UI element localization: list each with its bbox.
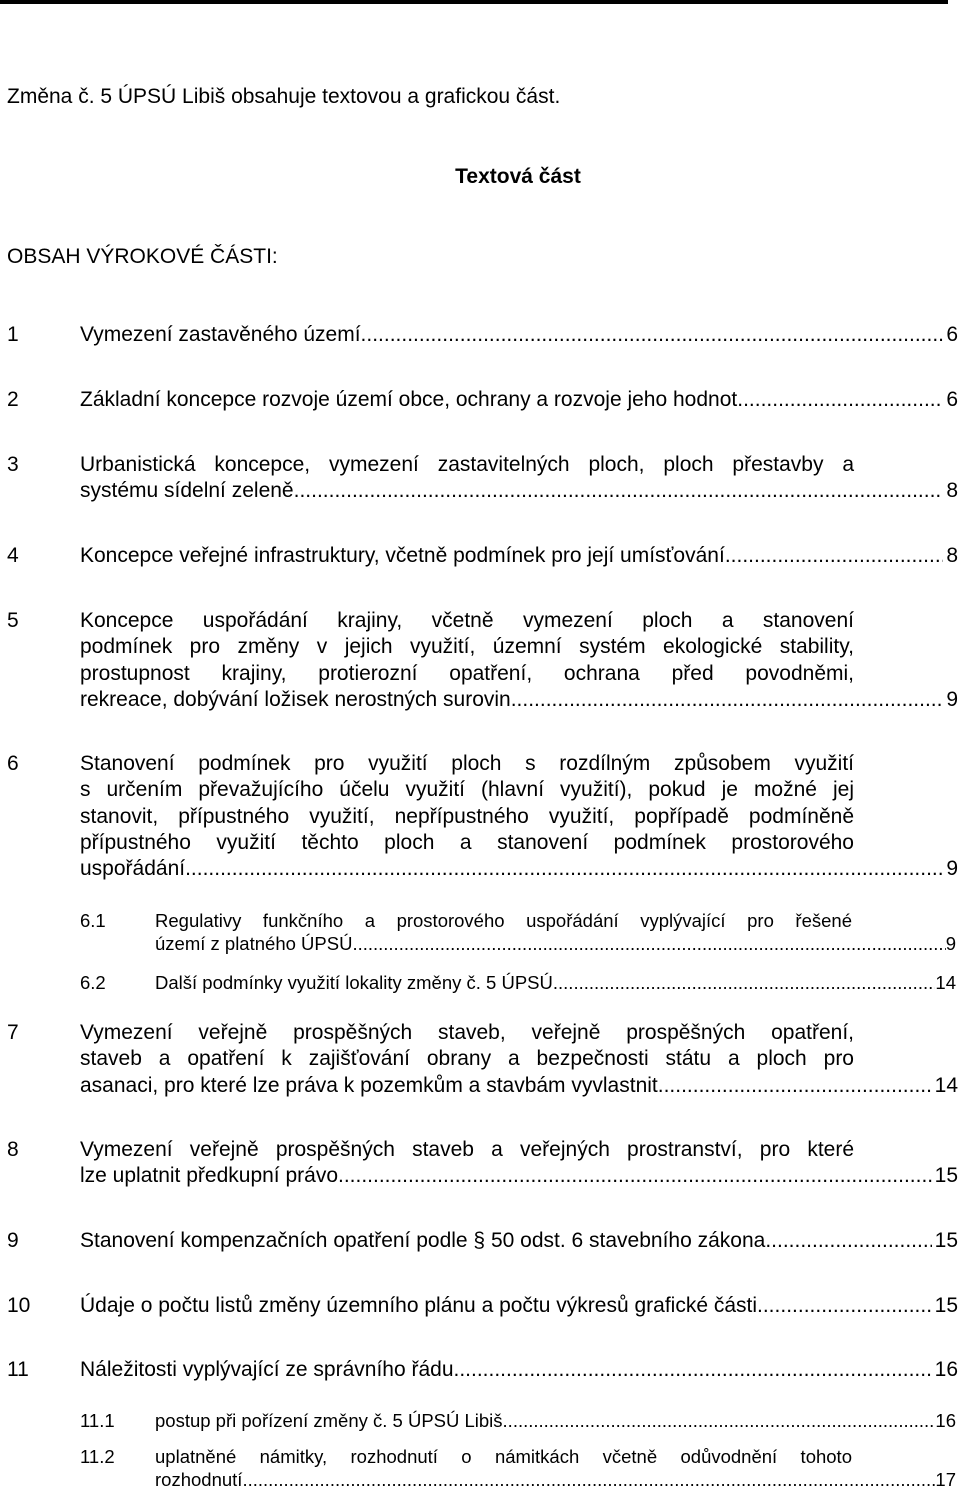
toc-heading: OBSAH VÝROKOVÉ ČÁSTI: [7, 245, 278, 268]
toc-subentry-title: rozhodnutí [155, 1469, 243, 1490]
toc-entry-title-line: s určením převažujícího účelu využití (hlavní využití), pokud je možné jej [80, 778, 854, 802]
toc-entry-3[interactable] [7, 452, 958, 505]
toc-subentry-title-line: Regulativy funkčního a prostorového uspořádání vyplývající pro řešené [155, 910, 852, 931]
toc-entry-4[interactable] [7, 543, 958, 569]
dot-leader [658, 1073, 932, 1099]
toc-entry-title: Stanovení kompenzačních opatření podle § 50 odst. 6 stavebního zákona [80, 1229, 766, 1252]
dot-leader [553, 971, 936, 994]
toc-subentry-6-2[interactable] [80, 971, 956, 994]
dot-leader [361, 322, 944, 348]
toc-entry-title-line: Vymezení veřejně prospěšných staveb a veřejných prostranství, pro které [80, 1138, 854, 1161]
dot-leader [294, 478, 944, 504]
toc-entry-number: 8 [7, 1138, 19, 1161]
toc-entry-title-line: Vymezení veřejně prospěšných staveb, veřejně prospěšných opatření, [80, 1021, 854, 1044]
toc-entry-title-line: prostupnost krajiny, protierozní opatření, ochrana před povodněmi, [80, 661, 854, 685]
toc-page-number: 15 [934, 1294, 958, 1317]
dot-leader [757, 1293, 932, 1319]
toc-entry-title: Vymezení zastavěného území [80, 323, 361, 346]
toc-entry-5[interactable] [7, 608, 958, 713]
toc-entry-title: asanaci, pro které lze práva k pozemkům a stavbám vyvlastnit [80, 1073, 658, 1097]
toc-subentry-number: 6.1 [80, 910, 106, 931]
toc-subentry-6-1[interactable] [80, 909, 956, 955]
toc-entry-title: systému sídelní zeleně [80, 479, 294, 503]
toc-entry-number: 5 [7, 609, 19, 632]
dot-leader [511, 687, 944, 713]
top-rule [0, 0, 948, 4]
toc-page-number: 6 [946, 323, 958, 346]
toc-subentry-11-1[interactable] [80, 1409, 956, 1432]
toc-entry-title: Údaje o počtu listů změny územního plánu a počtu výkresů grafické části [80, 1294, 758, 1317]
toc-entry-11[interactable] [7, 1357, 958, 1383]
toc-page-number: 8 [946, 479, 958, 503]
toc-entry-title-line: přípustného využití těchto ploch a stanovení podmínek prostorového [80, 830, 854, 854]
toc-entry-title-line: podmínek pro změny v jejich využití, územní systém ekologické stability, [80, 635, 854, 659]
toc-entry-title-line: Stanovení podmínek pro využití ploch s rozdílným způsobem využití [80, 752, 854, 775]
toc-page-number: 17 [935, 1469, 956, 1490]
toc-entry-8[interactable] [7, 1137, 958, 1190]
toc-subentry-title-line: uplatněné námitky, rozhodnutí o námitkách včetně odůvodnění tohoto [155, 1446, 852, 1467]
dot-leader [352, 932, 945, 955]
toc-subentry-number: 11.1 [80, 1410, 115, 1431]
toc-page-number: 6 [946, 388, 958, 411]
toc-subentry-title: postup při pořízení změny č. 5 ÚPSÚ Libiš [155, 1410, 503, 1431]
toc-entry-9[interactable] [7, 1228, 958, 1254]
toc-entry-6[interactable] [7, 751, 958, 882]
toc-page-number: 9 [945, 933, 956, 954]
dot-leader [737, 387, 943, 413]
toc-entry-title: Základní koncepce rozvoje území obce, ochrany a rozvoje jeho hodnot [80, 388, 738, 411]
dot-leader [185, 856, 943, 882]
toc-page-number: 8 [946, 544, 958, 567]
toc-entry-number: 6 [7, 752, 19, 775]
toc-entry-number: 1 [7, 323, 19, 346]
toc-entry-7[interactable] [7, 1020, 958, 1099]
toc-page-number: 9 [946, 687, 958, 711]
toc-entry-number: 7 [7, 1021, 19, 1044]
toc-page-number: 14 [935, 972, 956, 993]
toc-entry-title-line: Urbanistická koncepce, vymezení zastavitelných ploch, ploch přestavby a [80, 453, 854, 476]
toc-entry-2[interactable] [7, 387, 958, 413]
toc-entry-number: 11 [7, 1358, 29, 1381]
toc-page-number: 16 [935, 1410, 956, 1431]
toc-entry-number: 2 [7, 388, 19, 411]
toc-entry-title-line: staveb a opatření k zajišťování obrany a bezpečnosti státu a ploch pro [80, 1047, 854, 1071]
toc-entry-number: 4 [7, 544, 19, 567]
toc-subentry-title: Další podmínky využití lokality změny č. 5 ÚPSÚ [155, 972, 553, 993]
dot-leader [454, 1357, 932, 1383]
toc-subentry-number: 11.2 [80, 1446, 115, 1467]
toc-subentry-number: 6.2 [80, 972, 106, 993]
toc-entry-10[interactable] [7, 1293, 958, 1319]
intro-text: Změna č. 5 ÚPSÚ Libiš obsahuje textovou a grafickou část. [7, 85, 561, 108]
toc-subentry-11-2[interactable] [80, 1445, 956, 1491]
toc-entry-title-line: stanovit, přípustného využití, nepřípustného využití, popřípadě podmíněně [80, 804, 854, 828]
toc-entry-title-line: Koncepce uspořádání krajiny, včetně vymezení ploch a stanovení [80, 609, 854, 632]
dot-leader [338, 1163, 932, 1189]
toc-entry-number: 3 [7, 453, 19, 476]
toc-subentry-title: území z platného ÚPSÚ [155, 933, 353, 954]
section-title: Textová část [455, 165, 581, 188]
toc-entry-title: Náležitosti vyplývající ze správního řádu [80, 1358, 454, 1381]
toc-entry-title: Koncepce veřejné infrastruktury, včetně podmínek pro její umísťování [80, 544, 725, 567]
toc-page-number: 15 [934, 1229, 958, 1252]
toc-page-number: 14 [934, 1073, 958, 1097]
toc-entry-number: 10 [7, 1294, 31, 1317]
dot-leader [765, 1228, 931, 1254]
dot-leader [503, 1409, 936, 1432]
toc-entry-title: uspořádání [80, 857, 186, 881]
toc-entry-1[interactable] [7, 322, 958, 348]
dot-leader [725, 543, 944, 569]
toc-page-number: 15 [934, 1164, 958, 1188]
toc-page-number: 16 [934, 1358, 958, 1381]
toc-entry-number: 9 [7, 1229, 19, 1252]
toc-page-number: 9 [946, 857, 958, 881]
toc-entry-title: rekreace, dobývání ložisek nerostných surovin [80, 687, 511, 711]
toc-entry-title: lze uplatnit předkupní právo [80, 1164, 338, 1188]
